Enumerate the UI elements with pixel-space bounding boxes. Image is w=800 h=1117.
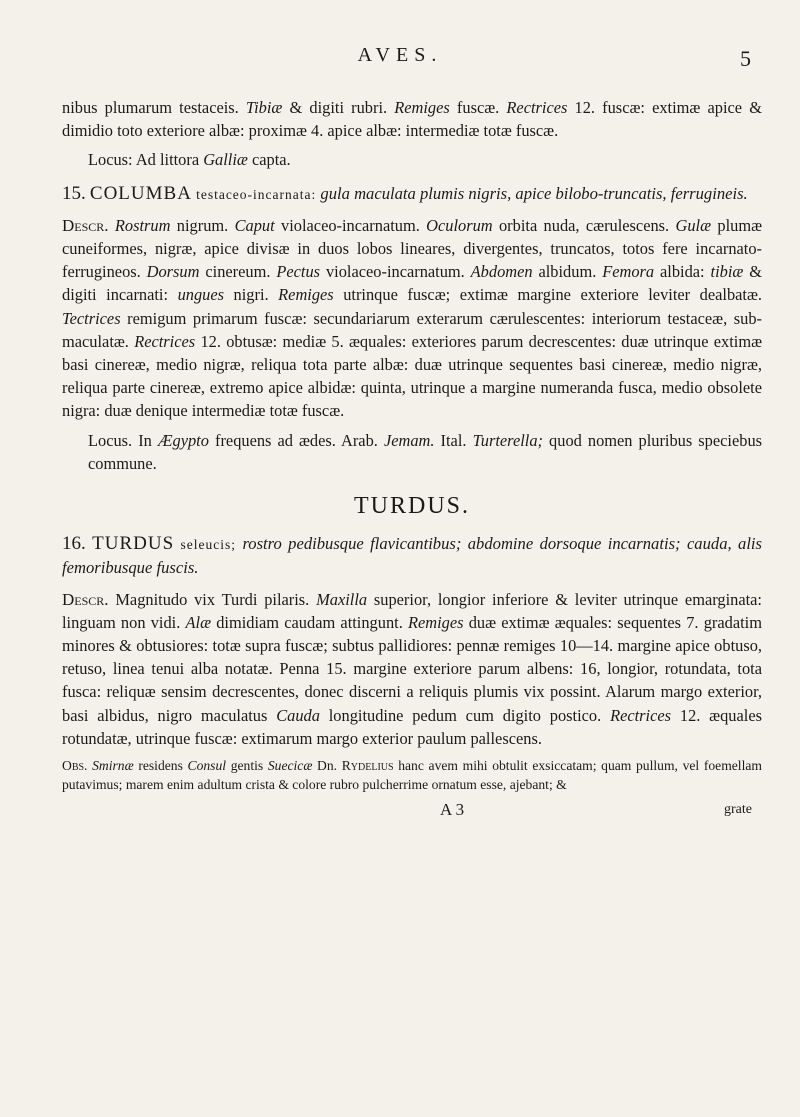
description-term: Cauda <box>276 705 320 725</box>
body-text <box>62 96 762 820</box>
descr-label: Descr. <box>62 589 109 609</box>
description-term: Gulæ <box>675 215 712 235</box>
locus-galliae: Locus: Ad littora Galliæ capta. <box>88 150 291 170</box>
page-footer <box>62 798 762 820</box>
diagnosis: gula maculata plumis nigris, apice bilobo-truncatis, ferrugineis. <box>320 183 748 203</box>
description-term: Pectus <box>276 262 321 282</box>
section-title-turdus: TURDUS. <box>353 493 470 520</box>
diagnosis: rostro pedibusque flavicantibus; abdomine dorsoque incarnatis; cauda, alis femoribusque fuscis. <box>62 534 762 578</box>
description-term: Rostrum <box>114 215 171 235</box>
description-text: albida: <box>654 262 711 282</box>
description-text: 12. æquales rotundatæ, utrinque fuscæ: extimarum margo exterior paulum pallescens. <box>62 705 762 748</box>
description-columba <box>62 214 762 423</box>
description-text: Magnitudo vix Turdi pilaris. <box>115 589 317 609</box>
description-term: Alæ <box>185 612 212 632</box>
description-text: violaceo-incarnatum. <box>274 215 427 235</box>
description-text: & digiti incarnati: <box>62 262 762 305</box>
description-text: 12. obtusæ: mediæ 5. æquales: exteriores parum decrescentes: duæ utrinque extimæ basi cinereæ, medio nigræ, reliqua tota parte albæ: duæ utrinque sequentes basi cinereæ, medio nigræ, reliqua parte cinereæ, extremo apice albidæ: quinta, utrinque a margine numeranda fusca, medio obsolete nigra: duæ denique intermediæ totæ fuscæ. <box>62 331 763 421</box>
description-term: ungues <box>177 285 225 305</box>
description-text: cinereum. <box>199 262 277 282</box>
description-text: remigum primarum fuscæ: secundariarum exterarum cærulescentes: interiorum testaceæ, sub-maculatæ. <box>62 308 762 351</box>
description-term: Femora <box>602 262 655 282</box>
description-text: duæ extimæ æquales: sequentes 7. gradatim minores & obtusiores: totæ supra fuscæ; subtus pallidiores: pennæ remiges 10—14. margine apice obtuso, retuso, linea tenui alba notatæ. Penna 15. margine exteriore parum albens: 16, longior, rotundata, tota fusca: reliquæ sensim decrescentes, donec discerni a reliquis plumis vix possint. Alarum margo exterior, basi albidus, nigro maculatus <box>62 612 762 725</box>
continuation-paragraph: nibus plumarum testaceis. Tibiæ & digiti rubri. Remiges fuscæ. Rectrices 12. fuscæ: extimæ apice & dimidio toto exteriore albæ: proximæ 4. apice albæ: intermediæ totæ fuscæ. <box>62 98 762 141</box>
description-term: Tectrices <box>62 308 121 328</box>
description-text: nigri. <box>224 285 279 305</box>
description-term: Dorsum <box>146 262 200 282</box>
description-text: nigrum. <box>170 215 235 235</box>
descr-label: Descr. <box>62 215 109 235</box>
description-text: albidum. <box>532 262 603 282</box>
description-text: orbita nuda, cærulescens. <box>492 215 676 235</box>
running-head: AVES. <box>357 44 443 66</box>
species-name: seleucis; <box>180 537 237 553</box>
description-term: Caput <box>234 215 275 235</box>
description-term: Abdomen <box>470 262 533 282</box>
description-text: longitudine pedum cum digito postico. <box>319 705 611 725</box>
species-name: testaceo-incarnata: <box>196 186 317 202</box>
entry-turdus <box>62 532 762 579</box>
genus-name: COLUMBA <box>89 182 192 204</box>
description-term: Rectrices <box>610 705 672 725</box>
description-term: tibiæ <box>710 262 744 282</box>
description-term: Oculorum <box>426 215 493 235</box>
description-text: plumæ cuneiformes, nigræ, apice divisæ in duos lobos lineares, divergentes, truncatos, totos fere incarnato-ferrugineos. <box>62 215 763 282</box>
description-term: Remiges <box>278 285 334 305</box>
entry-columba <box>62 182 762 206</box>
description-text: utrinque fuscæ; extimæ margine exteriore leviter dealbatæ. <box>333 285 762 305</box>
locus-aegypto: Locus. In Ægypto frequens ad ædes. Arab. Jemam. Ital. Turterella; quod nomen pluribus speciebus commune. <box>88 430 763 473</box>
signature-mark: A 3 <box>440 800 465 820</box>
description-turdus <box>62 588 762 750</box>
page-number: 5 <box>740 46 751 71</box>
observation-note: Obs. Smirnæ residens Consul gentis Suecicæ Dn. Rydelius hanc avem mihi obtulit exsiccatam; quam pullum, vel foemellam putavimus; marem enim adultum crista & colore rubro pulcherrime ornatum esse, ajebant; & <box>62 758 762 793</box>
description-term: Remiges <box>408 612 464 632</box>
description-text: violaceo-incarnatum. <box>320 262 471 282</box>
description-term: Rectrices <box>134 331 196 351</box>
entry-number: 15. <box>62 182 86 204</box>
description-text: dimidiam caudam attingunt. <box>211 612 408 632</box>
entry-number: 16. <box>62 533 86 555</box>
catchword: grate <box>724 802 752 818</box>
genus-name: TURDUS <box>92 533 175 555</box>
description-text: superior, longior inferiore & leviter utrinque emarginata: linguam non vidi. <box>62 589 762 632</box>
description-term: Maxilla <box>316 589 368 609</box>
